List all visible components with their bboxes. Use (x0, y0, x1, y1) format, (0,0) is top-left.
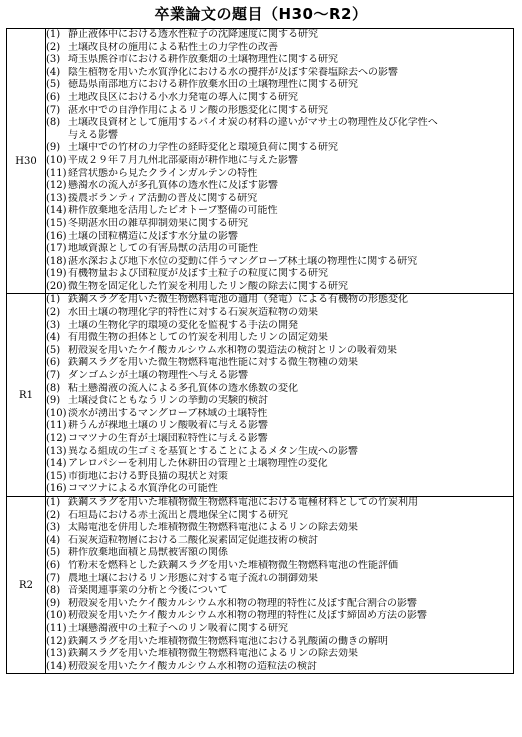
item-number: (1) (46, 294, 61, 306)
thesis-title-item (46, 510, 513, 523)
item-number: (8) (46, 585, 61, 597)
item-number: (16) (46, 230, 67, 242)
item-title: ダンゴムシが土壌の物理性へ与える影響 (68, 370, 249, 382)
item-number: (2) (46, 41, 61, 53)
item-title: 水田土壌の物理化学的特性に対する石炭灰造粒物の効果 (68, 307, 318, 319)
thesis-title-item (46, 205, 513, 218)
thesis-title-item (46, 218, 513, 231)
item-title: コマツナの生育が土壌団粒特性に与える影響 (68, 433, 268, 444)
item-number: (5) (46, 344, 61, 356)
item-number: (5) (46, 547, 61, 559)
item-number: (1) (46, 29, 61, 40)
thesis-title-item (46, 522, 513, 535)
thesis-title-item (46, 623, 513, 636)
item-number: (7) (46, 572, 61, 584)
item-number: (7) (46, 104, 61, 116)
thesis-title-item (46, 408, 513, 421)
item-title: 石垣島における赤土流出と農地保全に関する研究 (68, 509, 288, 521)
thesis-title-item (46, 636, 513, 649)
item-number: (8) (46, 117, 61, 129)
thesis-title-item (46, 395, 513, 408)
item-title: 援農ボランティア活動の普及に関する研究 (68, 192, 258, 204)
thesis-title-item (46, 320, 513, 333)
item-number: (4) (46, 66, 61, 78)
item-title: 籾殻炭を用いたケイ酸カルシウム水和物の物理的特性に及ぼす締固め方法の影響 (68, 610, 427, 622)
item-number: (13) (46, 192, 67, 204)
item-title: 湛水中での自浄作用によるリン酸の形態変化に関する研究 (68, 104, 328, 116)
item-number: (10) (46, 407, 67, 419)
year-label: R2 (7, 496, 46, 673)
thesis-table (6, 28, 514, 674)
item-title: 耕うんが裸地土壌のリン酸吸着に与える影響 (68, 420, 268, 432)
item-title: 微生物を固定化した竹炭を利用したリン酸の除去に関する研究 (68, 280, 348, 292)
item-number: (14) (46, 458, 67, 470)
item-number: (4) (46, 332, 61, 344)
thesis-title-item (46, 535, 513, 548)
thesis-title-item (46, 332, 513, 345)
item-title: 音楽関連事業の分析と今後について (68, 585, 228, 597)
item-title: 鉄鋼スラグを用いた微生物燃料電池の適用（発電）による有機物の形態変化 (68, 294, 408, 306)
item-number: (7) (46, 370, 61, 382)
item-title: 鉄鋼スラグを用いた堆積物微生物燃料電池における電極材料としての竹炭利用 (68, 496, 418, 508)
item-title: 静止液体中における透水性粒子の沈降速度に関する研究 (68, 29, 318, 40)
item-title: 経営状態から見たクラインガルテンの特性 (68, 167, 258, 179)
item-number: (9) (46, 142, 61, 154)
item-number: (20) (46, 280, 67, 292)
item-number: (12) (46, 433, 67, 444)
item-number: (16) (46, 483, 67, 495)
item-number: (3) (46, 522, 61, 534)
thesis-title-item (46, 268, 513, 281)
item-title: 冬期湛水田の雑草抑制効果に関する研究 (68, 217, 248, 229)
item-number: (11) (46, 622, 67, 634)
item-number: (14) (46, 660, 67, 672)
item-number: (14) (46, 205, 67, 217)
item-title: 土壌の生物化学的環境の変化を監視する手法の開発 (68, 319, 298, 331)
thesis-title-item (46, 180, 513, 193)
item-title: 懸濁水の流入が多孔質体の透水性に及ぼす影響 (68, 180, 278, 192)
item-title: 籾殻炭を用いたケイ酸カルシウム水和物の物理的特性に及ぼす配合割合の影響 (68, 597, 417, 609)
thesis-title-item (46, 471, 513, 484)
item-title: 土壌改良材の施用による粘性土の力学性の改善 (68, 41, 278, 53)
item-title: 土壌懸濁液中の土粒子へのリン吸着に関する研究 (68, 622, 288, 634)
thesis-title-item (46, 105, 513, 118)
thesis-title-item (46, 54, 513, 67)
item-number: (19) (46, 268, 67, 280)
thesis-title-item (46, 307, 513, 320)
thesis-title-item (46, 357, 513, 370)
thesis-title-item (46, 142, 513, 155)
item-title: 石炭灰造粒物層における二酸化炭素固定促進技術の検討 (68, 534, 318, 546)
thesis-title-item (46, 585, 513, 598)
item-number: (1) (46, 496, 61, 508)
item-title: 埼玉県熊谷市における耕作放棄畑の土壌物理性に関する研究 (68, 54, 338, 66)
item-title: 陰生植物を用いた水質浄化における水の攪拌が及ぼす栄養塩除去への影響 (68, 66, 398, 78)
item-number: (12) (46, 635, 67, 647)
item-number: (15) (46, 217, 67, 229)
year-section-row (7, 294, 514, 497)
item-title: 農地土壌におけるリン形態に対する電子流れの制御効果 (68, 572, 318, 584)
thesis-title-item (46, 458, 513, 471)
thesis-title-item (46, 168, 513, 181)
item-number: (2) (46, 509, 61, 521)
item-number: (10) (46, 154, 67, 166)
item-title: 有用微生物の担体としての竹炭を利用したリンの固定効果 (68, 332, 328, 344)
item-title: アレロパシーを利用した休耕田の管理と土壌物理性の変化 (68, 458, 328, 470)
item-title: 徳島県南部地方における耕作放棄水田の土壌物理性に関する研究 (68, 79, 358, 91)
thesis-title-item (46, 420, 513, 433)
item-title: 籾殻炭を用いたケイ酸カルシウム水和物の製造法の検討とリンの吸着効果 (68, 344, 397, 356)
thesis-title-item (46, 547, 513, 560)
thesis-title-item (46, 497, 513, 510)
item-title: 平成２９年７月九州北部豪雨が耕作地に与えた影響 (68, 154, 298, 166)
item-title: 淡水が湧出するマングローブ林域の土壌特性 (68, 407, 268, 419)
thesis-title-item (46, 560, 513, 573)
thesis-title-list (46, 294, 514, 497)
thesis-title-item (46, 193, 513, 206)
thesis-title-list (46, 496, 514, 673)
thesis-title-item (46, 446, 513, 459)
year-section-row (7, 496, 514, 673)
thesis-title-item (46, 155, 513, 168)
item-title: 湛水深および地下水位の変動に伴うマングローブ林土壌の物理性に関する研究 (68, 255, 418, 267)
thesis-title-item (46, 117, 513, 142)
item-title: 耕作放棄地を活用したビオトープ整備の可能性 (68, 205, 278, 217)
thesis-title-item (46, 370, 513, 383)
thesis-title-item (46, 610, 513, 623)
thesis-title-item (46, 79, 513, 92)
item-title: 土壌中での竹材の力学性の経時変化と環境負荷に関する研究 (68, 142, 338, 154)
item-number: (11) (46, 420, 67, 432)
thesis-title-item (46, 648, 513, 661)
item-number: (13) (46, 445, 67, 457)
item-number: (6) (46, 357, 61, 369)
thesis-title-item (46, 433, 513, 446)
item-title: 太陽電池を併用した堆積物微生物燃料電池によるリンの除去効果 (68, 522, 358, 534)
item-number: (4) (46, 534, 61, 546)
item-number: (13) (46, 648, 67, 660)
thesis-title-item (46, 294, 513, 307)
thesis-title-item (46, 345, 513, 358)
item-number: (6) (46, 91, 61, 103)
thesis-title-item (46, 256, 513, 269)
item-number: (12) (46, 180, 67, 192)
item-title: 鉄鋼スラグを用いた微生物燃料電池性能に対する微生物種の効果 (68, 357, 358, 369)
item-title: 粘土懸濁液の流入による多孔質体の透水係数の変化 (68, 382, 298, 394)
item-number: (5) (46, 79, 61, 91)
thesis-title-item (46, 281, 513, 294)
thesis-title-item (46, 29, 513, 42)
thesis-title-item (46, 243, 513, 256)
item-number: (3) (46, 319, 61, 331)
thesis-title-item (46, 383, 513, 396)
item-number: (9) (46, 395, 61, 407)
thesis-title-item (46, 573, 513, 586)
document-title: 卒業論文の題目（H30〜R2） (154, 5, 368, 23)
item-title-continuation: 与える影響 (68, 129, 118, 141)
item-number: (2) (46, 307, 61, 319)
item-title: 異なる組成の生ゴミを基質とすることによるメタン生成への影響 (68, 445, 358, 457)
thesis-title-item (46, 598, 513, 611)
item-number: (6) (46, 559, 61, 571)
thesis-title-item (46, 483, 513, 496)
item-title: 竹粉末を燃料とした鉄鋼スラグを用いた堆積物微生物燃料電池の性能評価 (68, 559, 398, 571)
year-label: H30 (7, 29, 46, 294)
item-number: (18) (46, 255, 67, 267)
item-number: (3) (46, 54, 61, 66)
year-label: R1 (7, 294, 46, 497)
thesis-table-body (7, 29, 514, 674)
thesis-title-item (46, 42, 513, 55)
thesis-title-item (46, 231, 513, 244)
item-number: (9) (46, 597, 61, 609)
item-title: 土壌浸食にともなうリンの挙動の実験的検討 (68, 395, 268, 407)
thesis-title-item (46, 661, 513, 674)
item-title: 有機物量および団粒度が及ぼす土粒子の粒度に関する研究 (68, 268, 328, 280)
item-title: 土壌の団粒構造に及ぼす水分量の影響 (68, 230, 238, 242)
item-number: (8) (46, 382, 61, 394)
item-title: 土壌改良資材として施用するバイオ炭の材料の違いがマサ土の物理性及び化学性へ (68, 117, 438, 129)
item-number: (10) (46, 610, 67, 622)
item-number: (15) (46, 470, 67, 482)
thesis-title-item (46, 92, 513, 105)
item-title: 土地改良区における小水力発電の導入に関する研究 (68, 91, 298, 103)
item-title: 籾殻炭を用いたケイ酸カルシウム水和物の造粒法の検討 (68, 660, 317, 672)
thesis-title-list (46, 29, 514, 294)
item-title: 地域資源としての有害鳥獣の活用の可能性 (68, 243, 258, 255)
item-title: コマツナによる水質浄化の可能性 (68, 483, 218, 495)
item-number: (11) (46, 167, 67, 179)
item-title: 市街地における野良猫の現状と対策 (68, 470, 228, 482)
item-title: 鉄鋼スラグを用いた堆積物微生物燃料電池における乳酸菌の働きの解明 (68, 635, 388, 647)
year-section-row (7, 29, 514, 294)
item-number: (17) (46, 243, 67, 255)
item-title: 耕作放棄地面積と鳥獣被害額の関係 (68, 547, 228, 559)
thesis-title-item (46, 67, 513, 80)
item-title: 鉄鋼スラグを用いた堆積物微生物燃料電池によるリンの除去効果 (68, 648, 358, 660)
